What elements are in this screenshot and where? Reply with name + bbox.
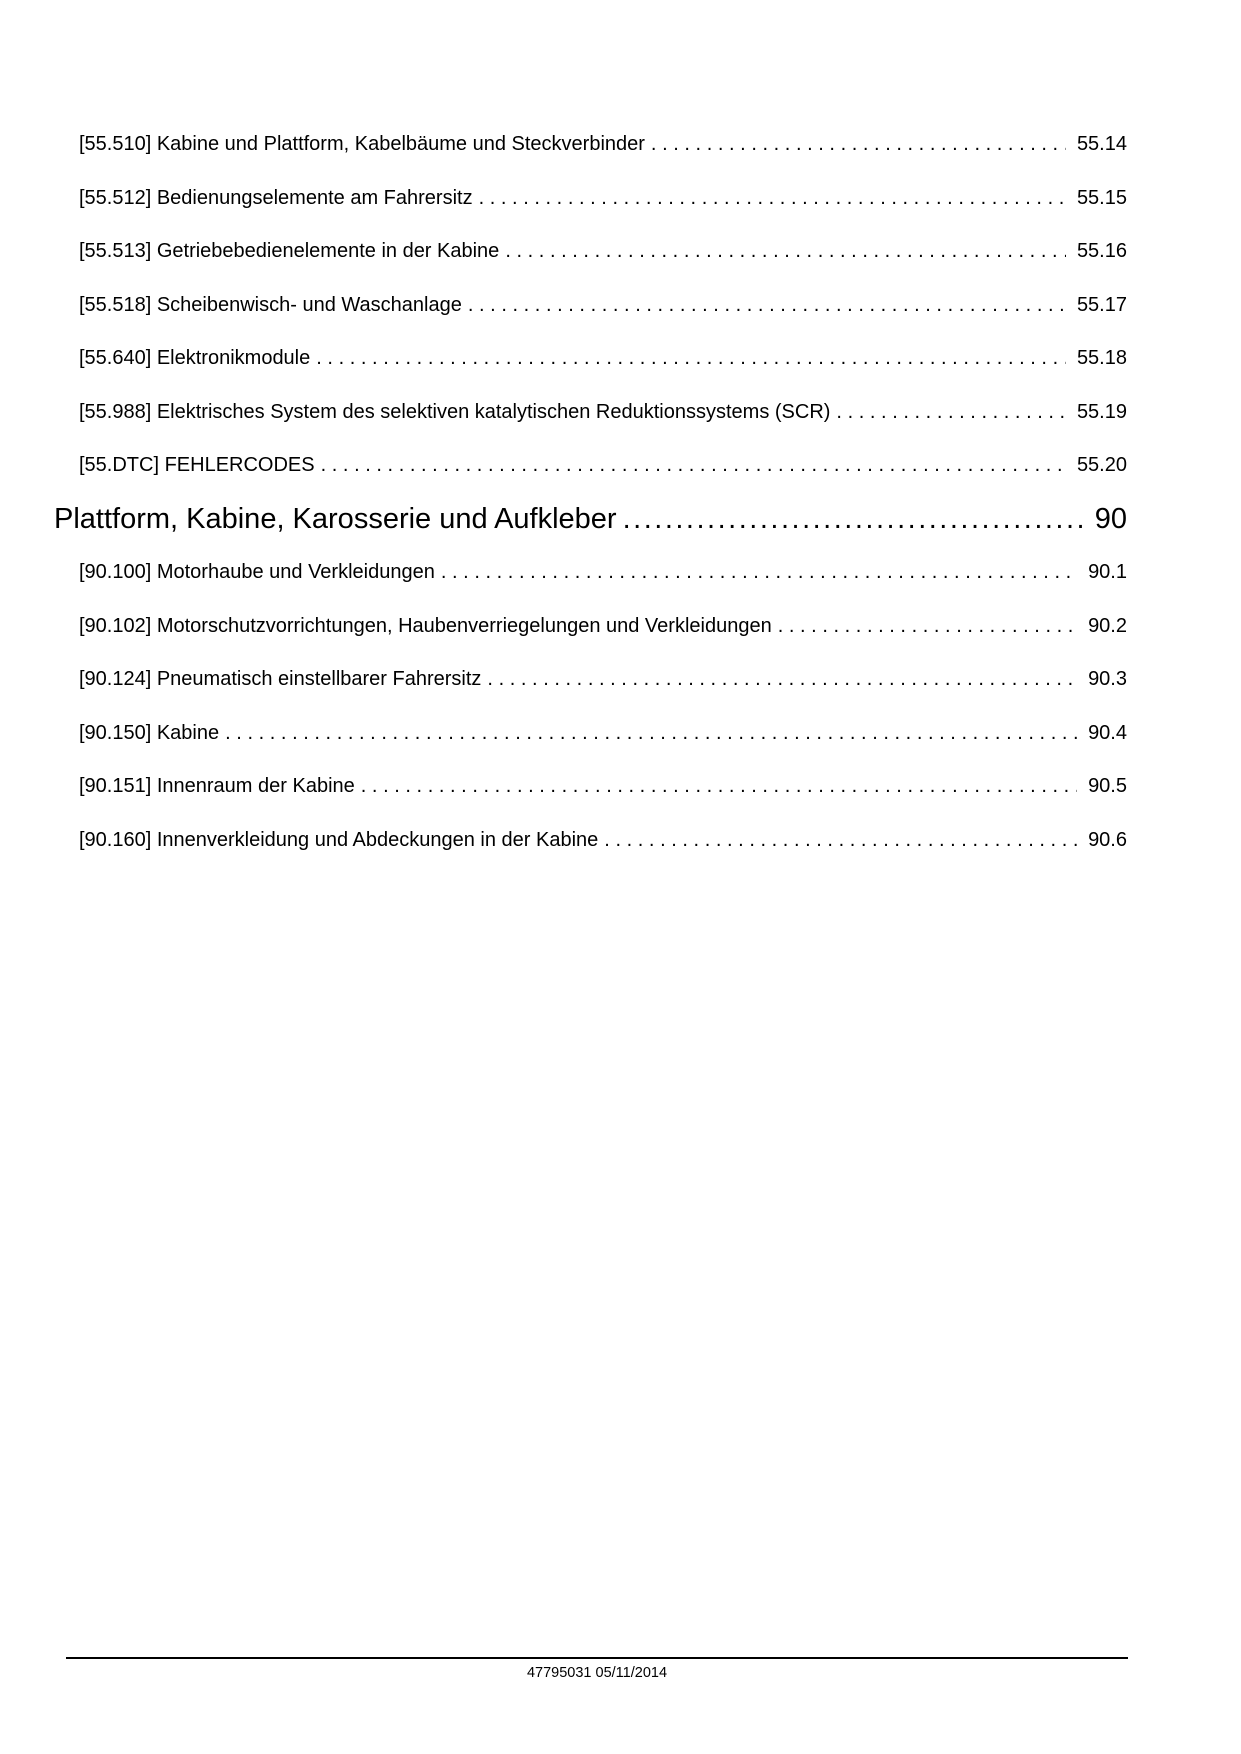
toc-entry-page-number: 90.1	[1088, 561, 1127, 583]
dot-leader	[468, 279, 1066, 333]
dot-leader	[651, 118, 1066, 172]
toc-entry-label: [90.102] Motorschutzvorrichtungen, Haubenverriegelungen und Verkleidungen	[79, 614, 772, 637]
toc-entry-label: [55.510] Kabine und Plattform, Kabelbäume und Steckverbinder	[79, 133, 645, 155]
toc-section-heading-row[interactable]	[54, 493, 1127, 547]
toc-entry-row[interactable]	[54, 760, 1127, 814]
toc-entry-label: [90.150] Kabine	[79, 721, 220, 744]
toc-entry-label: [55.640] Elektronikmodule	[79, 347, 311, 369]
toc-entry-row[interactable]	[54, 225, 1127, 279]
toc-entry-page-number: 55.20	[1076, 454, 1127, 476]
toc-entry-row[interactable]	[54, 279, 1127, 333]
dot-leader	[604, 814, 1077, 868]
toc-entry-page-number: 90.2	[1088, 614, 1127, 637]
toc-entry-page-number: 90.4	[1088, 721, 1127, 744]
toc-entry-label: [90.124] Pneumatisch einstellbarer Fahrersitz	[79, 668, 482, 690]
footer-divider-line	[66, 1657, 1128, 1659]
toc-entry-page-number: 55.17	[1076, 293, 1127, 316]
dot-leader	[441, 546, 1077, 600]
toc-section-page-number: 90	[1094, 502, 1127, 535]
dot-leader	[479, 172, 1066, 226]
toc-entry-row[interactable]	[54, 707, 1127, 761]
dot-leader	[225, 707, 1077, 761]
toc-entry-row[interactable]	[54, 653, 1127, 707]
toc-entry-page-number: 55.19	[1076, 400, 1127, 423]
toc-entry-row[interactable]	[54, 386, 1127, 440]
dot-leader	[321, 439, 1066, 493]
toc-entry-row[interactable]	[54, 600, 1127, 654]
toc-entry-page-number: 90.5	[1088, 775, 1127, 797]
toc-entry-row[interactable]	[54, 118, 1127, 172]
toc-entry-label: [90.151] Innenraum der Kabine	[79, 775, 355, 797]
dot-leader	[361, 760, 1077, 814]
dot-leader	[778, 600, 1077, 654]
dot-leader	[836, 386, 1066, 440]
toc-entry-row[interactable]	[54, 439, 1127, 493]
dot-leader	[623, 493, 1084, 547]
toc-entry-label: [55.988] Elektrisches System des selektiven katalytischen Reduktionssystems (SCR)	[79, 400, 831, 423]
toc-entry-page-number: 55.15	[1076, 186, 1127, 209]
toc-entry-label: [90.160] Innenverkleidung und Abdeckungen in der Kabine	[79, 828, 599, 851]
toc-entry-row[interactable]	[54, 172, 1127, 226]
table-of-contents	[54, 118, 1127, 867]
toc-entry-row[interactable]	[54, 546, 1127, 600]
toc-entry-row[interactable]	[54, 332, 1127, 386]
toc-entry-label: [55.518] Scheibenwisch- und Waschanlage	[79, 293, 462, 316]
toc-entry-label: [55.513] Getriebebedienelemente in der Kabine	[79, 240, 500, 262]
toc-entry-page-number: 55.14	[1076, 133, 1127, 155]
dot-leader	[316, 332, 1066, 386]
toc-section-title: Plattform, Kabine, Karosserie und Aufkleber	[54, 502, 617, 535]
dot-leader	[505, 225, 1066, 279]
toc-entry-page-number: 90.3	[1088, 668, 1127, 690]
toc-entry-page-number: 55.16	[1076, 240, 1127, 262]
toc-entry-label: [55.DTC] FEHLERCODES	[79, 454, 315, 476]
toc-entry-label: [55.512] Bedienungselemente am Fahrersitz	[79, 186, 473, 209]
dot-leader	[487, 653, 1077, 707]
toc-entry-page-number: 90.6	[1088, 828, 1127, 851]
toc-entry-page-number: 55.18	[1076, 347, 1127, 369]
toc-entry-label: [90.100] Motorhaube und Verkleidungen	[79, 561, 435, 583]
footer-publication-info: 47795031 05/11/2014	[526, 1665, 668, 1681]
toc-entry-row[interactable]	[54, 814, 1127, 868]
